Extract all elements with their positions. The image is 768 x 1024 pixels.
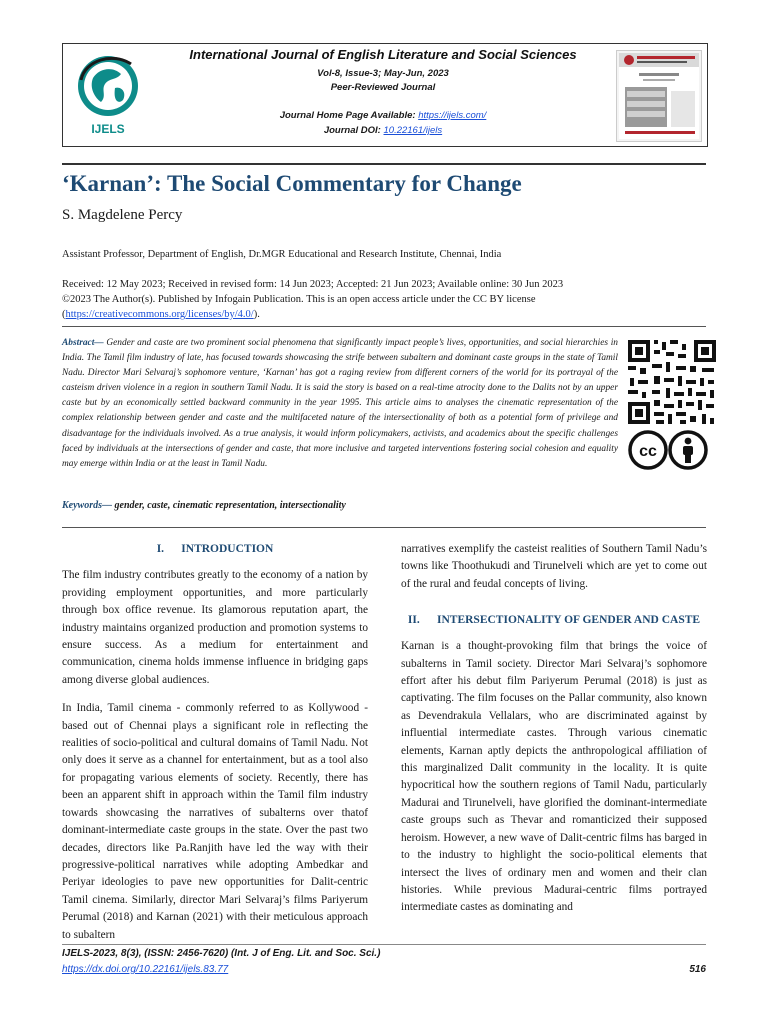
abstract	[62, 336, 618, 472]
intro-heading: I. INTRODUCTION	[156, 543, 274, 555]
peer-reviewed-label: Peer-Reviewed Journal	[330, 82, 436, 93]
abstract-text: Gender and caste are two prominent social phenomena that significantly impact people’s lives, opportunities, and social hierarchies in India. The Tamil film industry of late, has focused towards showcasing the strife between subaltern and dominant caste groups in the state of Tamil Nadu. Director Mari Selvaraj’s sophomore venture, ‘Karnan’ has got a raging review from different corners of the world for its portrayal of the casteism driven violence in a region in southern Tamil Nadu. It is said the story is based on a real-time atrocity done to the Dalits not by an upper caste but by an economically settled backward community in the year 1995. This article aims to analyses the cinematic representation of the complex relationship between gender and caste and the multifaceted nature of the intersectionality of both as a potential form of privilege and disadvantage for the individuals involved. As a true analysis, it would inform policymakers, activists, and academics about the specific challenges faced by individuals at the intersections of gender and caste, that more inclusive and targeted interventions fostering social cohesion and equality may emerge within India or at the least in Tamil Nadu.	[62, 338, 618, 469]
section-2-paragraph-1: Karnan is a thought-provoking film that brings the voice of subalterns in Tamil society. Director Mari Selvaraj’s sophomore effort after his debut film Pariyerum Perumal (2018) is just as captivating. The film focuses on the Pallar community, also known as Devendrakula Vellalars, who are discriminated against by influential intermediate castes. Through various cinematic elements, Karnan aptly depicts the anthropological affiliation of this marginalized Dalit community in the locality. It is quite hypocritical how the southern regions of Tamil Nadu, particularly Madurai and Tirunelveli, have glorified the dominant-intermediate caste groups such as Thevar and romanticized their supposed heroism. However, a new wave of Dalit-centric films has barged in to the industry to highlight the socio-political elements that intersect the lives of ordinary men and women and their clan histories. While previous Madurai-centric films portrayed intermediate castes as dominating and	[401, 640, 707, 914]
intro-paragraph-1: The film industry contributes greatly to the economy of a nation by providing employment opportunities, and more particularly through box office revenue. Its glamorous reputation apart, the industry maintains organized production and promotion systems to ensure success. As a medium for entertainment and communication, cinema holds immense influence in bridging gaps among diverse global audiences.	[62, 569, 368, 686]
journal-header	[62, 43, 708, 147]
intro-paragraph-2: In India, Tamil cinema - commonly referred to as Kollywood - based out of Chennai plays a significant role in reflecting the realities of socio-political and cultural domains of Tamil Nadu. Not only does it serve as a channel for entertainment, but as a tool also for propagating various elements of society. Recently, there has been an apparent shift in approach within the Tamil film industry towards showcasing the narratives of subalterns over thatof dominant-intermediate caste groups in the state. Over the past two decades, directors like Pa.Ranjith have led the way with their progressive-political narratives while adopting Ambedkar and Periyar ideologies to pave new opportunities for Dalit-centric Tamil cinema. Similarly, director Mari Selvaraj’s films Pariyerum Perumal (2018) and Karnan (2021) with their meticulous approach to subaltern	[62, 702, 368, 941]
body-column-right	[401, 541, 707, 928]
author-name: S. Magdelene Percy	[62, 207, 183, 223]
journal-title: International Journal of English Literature and Social Sciences	[189, 47, 577, 62]
header-rule	[62, 163, 706, 165]
doi-label: Journal DOI:	[323, 125, 384, 136]
section-2-heading: II. INTERSECTIONALITY OF GENDER AND CASTE	[407, 614, 701, 627]
journal-volume: Vol-8, Issue-3; May-Jun, 2023	[317, 68, 449, 79]
keywords	[62, 500, 346, 511]
license-link[interactable]: https://creativecommons.org/licenses/by/4.0/	[65, 309, 254, 320]
received-dates: Received: 12 May 2023; Received in revised form: 14 Jun 2023; Accepted: 21 Jun 2023; Available online: 30 Jun 2023	[62, 279, 564, 290]
article-dates	[62, 277, 706, 322]
footer-rule	[62, 944, 706, 945]
journal-logo-icon	[73, 50, 143, 138]
cc-by-license-icon[interactable]	[628, 430, 710, 470]
paper-title: ‘Karnan’: The Social Commentary for Change	[62, 171, 522, 196]
homepage-link[interactable]: https://ijels.com/	[418, 110, 487, 121]
keywords-label: Keywords—	[62, 500, 112, 511]
homepage-label: Journal Home Page Available:	[279, 110, 419, 121]
intro-paragraph-3: narratives exemplify the casteist realities of Southern Tamil Nadu’s towns like Thoothukudi and Tirunelveli which are yet to come out of the rural and feudal concepts of living.	[401, 543, 707, 590]
journal-doi	[153, 125, 613, 136]
journal-homepage	[153, 110, 613, 121]
keywords-text: gender, caste, cinematic representation, intersectionality	[112, 500, 346, 511]
abstract-top-rule	[62, 326, 706, 327]
svg-text:cc: cc	[639, 443, 657, 460]
journal-cover-icon	[616, 50, 702, 142]
footer-citation: IJELS-2023, 8(3), (ISSN: 2456-7620) (Int. J of Eng. Lit. and Soc. Sci.)	[62, 948, 381, 959]
qr-code-icon[interactable]	[626, 338, 718, 426]
abstract-label: Abstract—	[62, 338, 104, 348]
keywords-bottom-rule	[62, 527, 706, 528]
copyright-notice: ©2023 The Author(s). Published by Infogain Publication. This is an open access article under the CC BY license	[62, 294, 536, 305]
body-column-left	[62, 541, 368, 955]
license-line: (https://creativecommons.org/licenses/by/4.0/).	[62, 309, 260, 320]
footer-doi-link[interactable]: https://dx.doi.org/10.22161/ijels.83.77	[62, 964, 229, 975]
page-number: 516	[689, 964, 706, 975]
logo-text: IJELS	[91, 122, 125, 136]
author-affiliation: Assistant Professor, Department of English, Dr.MGR Educational and Research Institute, Chennai, India	[62, 249, 502, 260]
doi-link[interactable]: 10.22161/ijels	[383, 125, 443, 136]
